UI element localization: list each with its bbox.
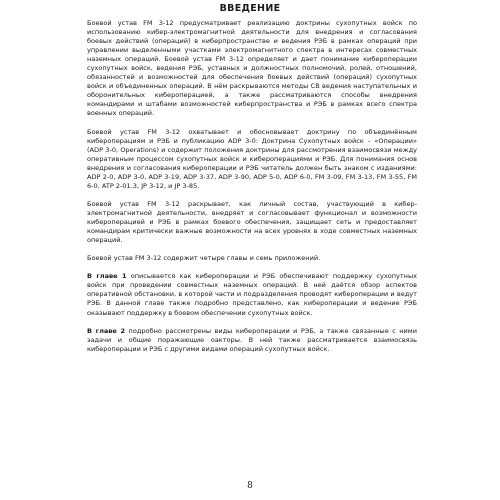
paragraph <box>87 200 417 245</box>
paragraph-text: описывается как кибероперации и РЭБ обеспечивают поддержку сухопутных войск при проведении совместных наземных операций. В ней даётся обзор аспектов оперативной обстановки, в которой части и подразделения проводят кибероперации и ведут РЭБ. В данной главе также подробно представлено, как кибероперации и ведение РЭБ оказывают поддержку в боевом обеспечении сухопутных войск. <box>87 272 417 317</box>
paragraph-text: подробно рассмотрены виды кибероперации и РЭБ, а также связанные с ними задачи и общие поражающие оакторы. В ней также рассматривается взаимосвязь кибероперации и РЭБ с другими видами операций сухопутных войск. <box>87 326 417 353</box>
paragraph <box>87 254 417 263</box>
paragraph-text: Боевой устав FM 3-12 предусматривает реализацию доктрины сухопутных войск по использованию кибер-электромагнитной деятельности для внедрения и согласования боевых действий (операций) в киберпространстве и ведения РЭБ в рамках операций при управлении выделенными участками электромагнитного спектра в интересах совместных наземных операций. Боевой устав FM 3-12 определяет и дает понимание кибероперации сухопутных войск, ведения РЭБ, уставных и должностных полномочий, ролей, отношений, обязанностей и возможностей для обеспечения боевых действий (операций) сухопутных войск и объединенных операций. В нём раскрываются методы СВ ведения наступательных и оборонительных кибероперацией, а также рассматриваются способы внедрения командирами и штабами возможностей киберпространства и РЭБ в рамках всего спектра военных операций. <box>87 19 417 118</box>
paragraph-lead: В главе 1 <box>87 272 127 281</box>
paragraph <box>87 327 417 354</box>
paragraph-text: Боевой устав FM 3-12 содержит четыре главы и семь приложений. <box>87 254 321 263</box>
page-title: ВВЕДЕНИЕ <box>219 3 281 14</box>
paragraph <box>87 19 417 119</box>
paragraph-text: Боевой устав FM 3-12 раскрывает, как личный состав, участвующий в кибер-электромагнитной деятельности, внедряет и согласовывает функционал и возможности кибероперацией и РЭБ в рамках боевого обеспечения, защищает сеть и предоставляет командирам критически важные возможности на всех уровнях в ходе совместных наземных операций. <box>87 199 417 245</box>
paragraph <box>87 272 417 317</box>
body-text <box>87 19 417 363</box>
paragraph-text: Боевой устав FM 3-12 охватывает и обосновывает доктрину по объединённым кибероперациям и РЭБ и публикацию ADP 3-0: Доктрина Сухопутных войск – «Операции» (ADP 3-0, Operations) и содержит положения доктрины для рассмотрения взаимосвязи между оперативным процессом сухопутных войск и кибероперациями и РЭБ. Для понимания основ внедрения и согласования кибероперации и РЭБ читатель должен быть знаком с изданиями: ADP 2-0, ADP 3-0, ADP 3-19, ADP 3-37, ADP 3-90, ADP 5-0, ADP 6-0, FM 3-09, FM 3-13, FM 3-55, FM 6-0, ATP 2-01.3, JP 3-12, и JP 3-85. <box>87 127 417 190</box>
paragraph-lead: В главе 2 <box>87 326 126 335</box>
page-number: 8 <box>247 481 253 491</box>
paragraph <box>87 128 417 191</box>
